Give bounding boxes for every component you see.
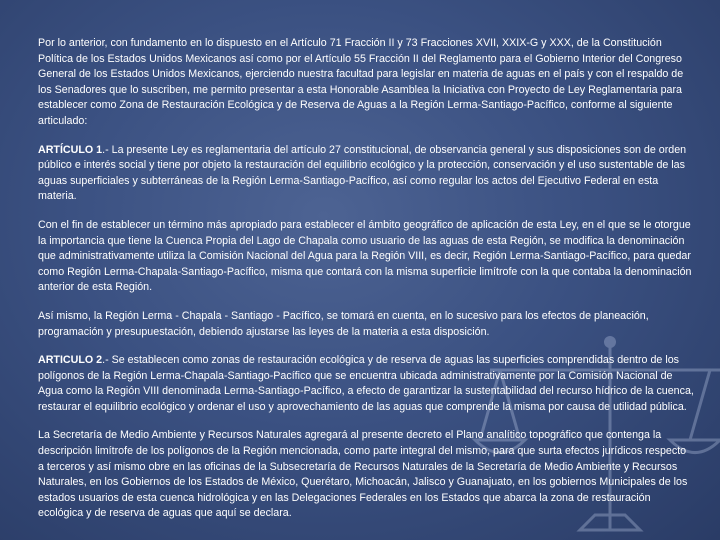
paragraph-text: Así mismo, la Región Lerma - Chapala - Santiago - Pacífico, se tomará en cuenta, en lo sucesivo para los efectos de planeación, programación y presupuestación, debiendo ajustarse las leyes de la materia a esta disposición. [38,309,649,338]
document-body [38,36,694,535]
paragraph-planning [38,309,694,340]
paragraph-text: Con el fin de establecer un término más apropiado para establecer el ámbito geográfico de aplicación de esta Ley, en el que se le otorgue la importancia que tiene la Cuenca Propia del Lago de Chapala como usuario de las aguas de esta Región, se modifica la denominación que administrativamente utiliza la Comisión Nacional del Agua para la Región VIII, es decir, Región Lerma-Santiago-Pacífico, para quedar como Región Lerma-Chapala-Santiago-Pacífico, misma que contará con la misma superficie limítrofe con la que contaba la denominación anterior de esta Región. [38,218,692,294]
article-heading: ARTÍCULO 1 [38,143,103,156]
paragraph-text: .- Se establecen como zonas de restauración ecológica y de reserva de aguas las superficies comprendidas dentro de los polígonos de la Región Lerma-Chapala-Santiago-Pacífico que se encuentra ubicada administrativamente por la Comisión Nacional de Agua como la Región VIII denominada Lerma-Santiago-Pacífico, a efecto de garantizar la sustentabilidad del recurso hídrico de la cuenca, restaurar el equilibrio ecológico y ordenar el uso y aprovechamiento de las aguas que comprende la misma por causa de utilidad pública. [38,354,694,413]
article-heading: ARTICULO 2 [38,354,103,367]
paragraph-text: La Secretaría de Medio Ambiente y Recursos Naturales agregará al presente decreto el Plano analítico topográfico que contenga la descripción limítrofe de los polígonos de la Región mencionada, como parte integral del mismo, para que surta efectos jurídicos respecto a terceros y así mismo obre en las oficinas de la Subsecretaría de Recursos Naturales de la Secretaría de Medio Ambiente y Recursos Naturales, en los Gobiernos de los Estados de México, Querétaro, Michoacán, Jalisco y Guanajuato, en los gobiernos Municipales de los estados usuarios de esta cuenca hidrológica y en las Delegaciones Federales en los Estados que abarca la zona de restauración ecológica y de reserva de aguas que aquí se declara. [38,429,688,520]
paragraph-text: Por lo anterior, con fundamento en lo dispuesto en el Artículo 71 Fracción II y 73 Fracciones XVII, XXIX-G y XXX, de la Constitución Política de los Estados Unidos Mexicanos así como por el Artículo 55 Fracción II del Reglamento para el Gobierno Interior del Congreso General de los Estados Unidos Mexicanos, ejerciendo nuestra facultad para legislar en materia de aguas en el país y con el respaldo de los Senadores que lo suscriben, me permito presentar a esta Honorable Asamblea la Iniciativa con Proyecto de Ley Reglamentaria para establecer como Zona de Restauración Ecológica y de Reserva de Aguas a la Región Lerma-Santiago-Pacífico, conforme al siguiente articulado: [38,37,684,127]
paragraph-article-2 [38,353,694,415]
paragraph-region-name [38,218,694,296]
paragraph-intro [38,36,694,130]
paragraph-article-1 [38,143,694,205]
paragraph-secretariat [38,428,694,522]
paragraph-text: .- La presente Ley es reglamentaria del artículo 27 constitucional, de observancia general y sus disposiciones son de orden público e interés social y tiene por objeto la restauración del equilibrio ecológico y la protección, conservación y el uso sustentable de las aguas superficiales y subterráneas de la Región Lerma-Santiago-Pacífico, así como regular los actos del Ejecutivo Federal en esta materia. [38,143,687,203]
